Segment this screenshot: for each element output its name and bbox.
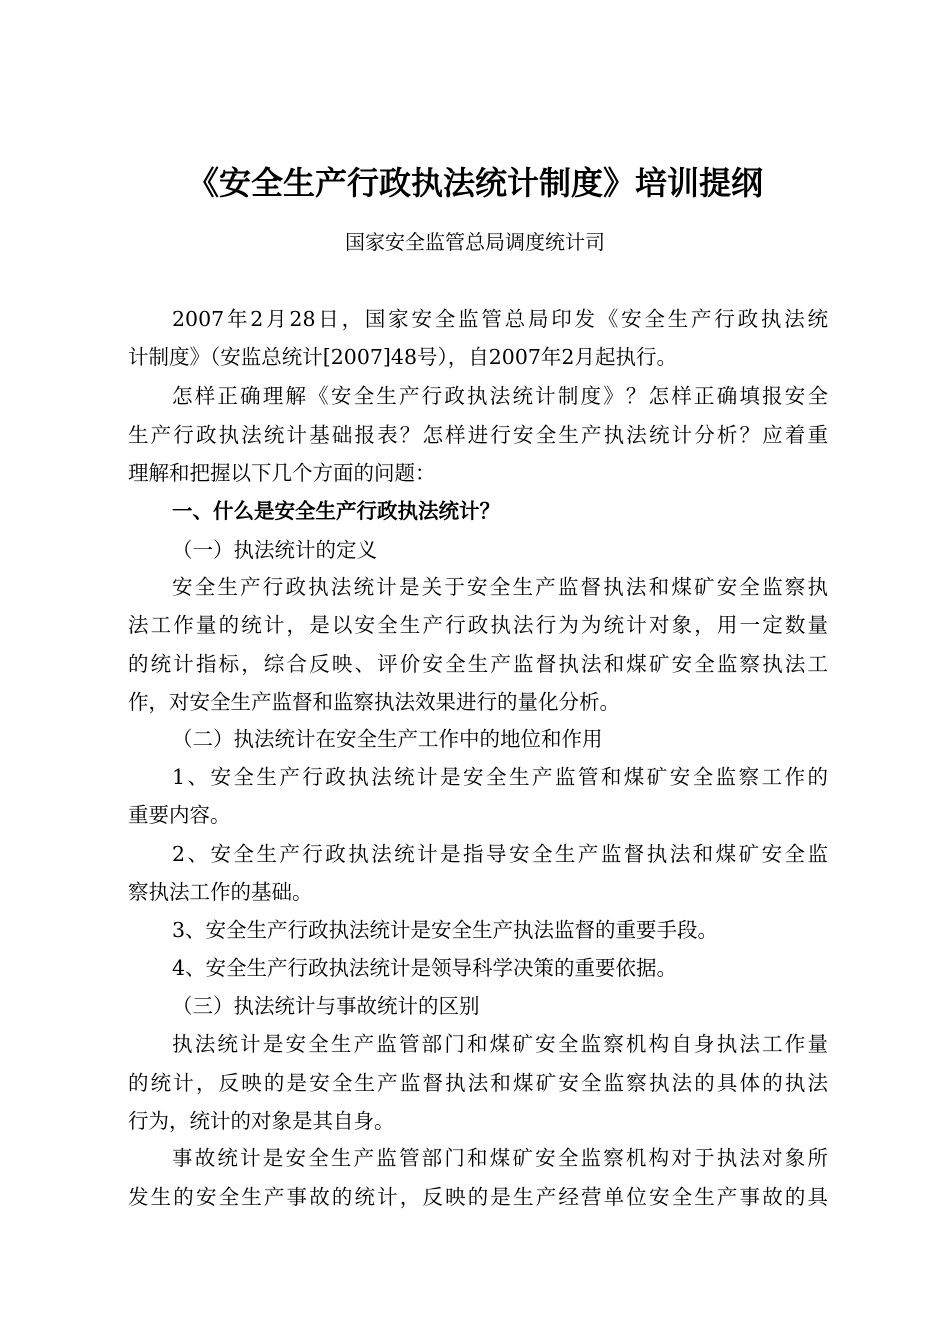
- text-line: 2、安全生产行政执法统计是指导安全生产监督执法和煤矿安全监: [172, 842, 828, 866]
- text-line: 法工作量的统计，是以安全生产行政执法行为为统计对象，用一定数量: [128, 613, 828, 637]
- document-author: 国家安全监管总局调度统计司: [345, 230, 605, 254]
- text-line: 事故统计是安全生产监管部门和煤矿安全监察机构对于执法对象所: [172, 1146, 828, 1170]
- text-line: 重要内容。: [128, 803, 231, 827]
- text-line: 生产行政执法统计基础报表？怎样进行安全生产执法统计分析？应着重: [128, 423, 828, 447]
- text-line: 理解和把握以下几个方面的问题：: [128, 461, 436, 485]
- text-line: 发生的安全生产事故的统计，反映的是生产经营单位安全生产事故的具: [128, 1185, 828, 1209]
- text-line: 的统计，反映的是安全生产监督执法和煤矿安全监察执法的具体的执法: [128, 1071, 828, 1095]
- subsection-heading: （一）执法统计的定义: [172, 538, 377, 562]
- text-line: 作，对安全生产监督和监察执法效果进行的量化分析。: [128, 690, 620, 714]
- text-line: 安全生产行政执法统计是关于安全生产监督执法和煤矿安全监察执: [172, 575, 828, 599]
- subsection-heading: （二）执法统计在安全生产工作中的地位和作用: [172, 727, 603, 751]
- text-line: 怎样正确理解《安全生产行政执法统计制度》？怎样正确填报安全: [172, 384, 828, 408]
- text-line: 4、安全生产行政执法统计是领导科学决策的重要依据。: [172, 956, 678, 980]
- text-line: 计制度》（安监总统计[2007]48号），自2007年2月起执行。: [128, 345, 677, 369]
- text-line: 执法统计是安全生产监管部门和煤矿安全监察机构自身执法工作量: [172, 1032, 828, 1056]
- document-title: 《安全生产行政执法统计制度》培训提纲: [186, 164, 763, 202]
- text-line: 3、安全生产行政执法统计是安全生产执法监督的重要手段。: [172, 918, 719, 942]
- text-line: 行为，统计的对象是其自身。: [128, 1109, 395, 1133]
- text-line: 1、安全生产行政执法统计是安全生产监管和煤矿安全监察工作的: [172, 765, 828, 789]
- text-line: 2007年2月28日，国家安全监管总局印发《安全生产行政执法统: [172, 307, 828, 331]
- section-heading: 一、什么是安全生产行政执法统计？: [172, 499, 500, 523]
- text-line: 察执法工作的基础。: [128, 880, 313, 904]
- text-line: 的统计指标，综合反映、评价安全生产监督执法和煤矿安全监察执法工: [128, 652, 828, 676]
- subsection-heading: （三）执法统计与事故统计的区别: [172, 994, 480, 1018]
